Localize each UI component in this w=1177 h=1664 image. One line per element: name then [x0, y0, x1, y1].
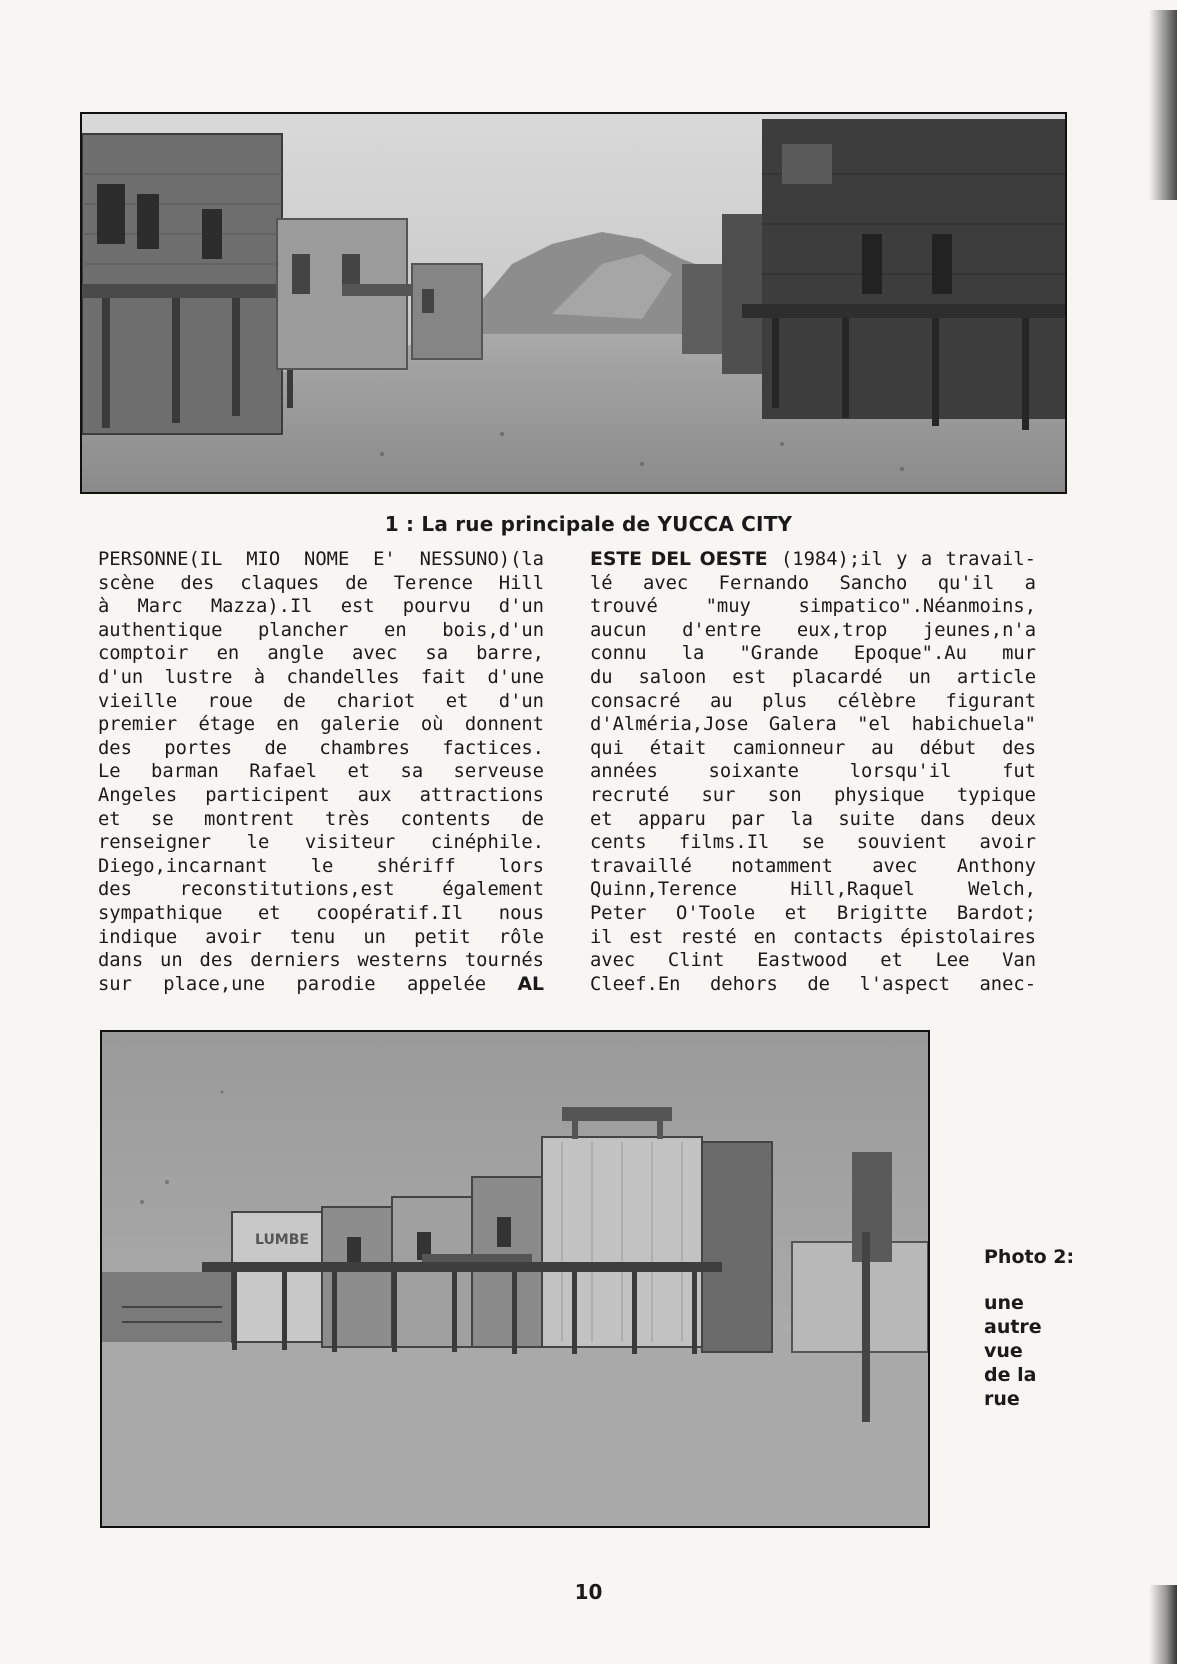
- text-line: qui était camionneur au début des: [590, 737, 1036, 759]
- scan-edge-shadow: [1149, 10, 1177, 200]
- caption-line: de la: [984, 1364, 1037, 1386]
- text-line: Angeles participent aux attractions: [98, 784, 544, 806]
- text-line: aucun d'entre eux,trop jeunes,n'a: [590, 619, 1036, 641]
- caption-line: autre: [984, 1316, 1042, 1338]
- text-line: des reconstitutions,est également: [98, 879, 544, 901]
- text-line-first: [590, 548, 1036, 572]
- text-line: lé avec Fernando Sancho qu'il a: [590, 572, 1036, 594]
- film-title-start: AL: [517, 973, 544, 995]
- text-line: authentique plancher en bois,d'un: [98, 619, 544, 641]
- text-fragment: sur place,une parodie appelée: [98, 973, 487, 995]
- street-view-illustration: [102, 1032, 928, 1526]
- article-left-column: [98, 548, 544, 996]
- text-line: Le barman Rafael et sa serveuse: [98, 761, 544, 783]
- photo-main-street: [80, 112, 1067, 494]
- text-line: comptoir en angle avec sa barre,: [98, 643, 544, 665]
- text-line: renseigner le visiteur cinéphile.: [98, 832, 544, 854]
- text-line: à Marc Mazza).Il est pourvu d'un: [98, 596, 544, 618]
- text-line: avec Clint Eastwood et Lee Van: [590, 950, 1036, 972]
- caption-line: rue: [984, 1388, 1020, 1410]
- text-fragment: (1984);il y a travail-: [767, 549, 1036, 570]
- text-line: dans un des derniers westerns tournés: [98, 950, 544, 972]
- text-line: sympathique et coopératif.Il nous: [98, 902, 544, 924]
- main-street-illustration: [82, 114, 1065, 492]
- photo2-caption-title: Photo 2:: [984, 1246, 1075, 1268]
- text-line: d'un lustre à chandelles fait d'une: [98, 666, 544, 688]
- text-line: Quinn,Terence Hill,Raquel Welch,: [590, 879, 1036, 901]
- text-line: il est resté en contacts épistolaires: [590, 926, 1036, 948]
- text-line: travaillé notamment avec Anthony: [590, 855, 1036, 877]
- text-line: PERSONNE(IL MIO NOME E' NESSUNO)(la: [98, 549, 544, 570]
- text-line: Cleef.En dehors de l'aspect anec-: [590, 973, 1036, 995]
- text-line: premier étage en galerie où donnent: [98, 714, 544, 736]
- text-line: d'Alméria,Jose Galera "el habichuela": [590, 714, 1036, 736]
- text-line: Diego,incarnant le shériff lors: [98, 855, 544, 877]
- text-line: vieille roue de chariot et d'un: [98, 690, 544, 712]
- text-line: des portes de chambres factices.: [98, 737, 544, 759]
- text-line-last: [98, 973, 544, 997]
- photo-street-view: [100, 1030, 930, 1528]
- article-right-column: [590, 548, 1036, 996]
- caption-line: une: [984, 1292, 1024, 1314]
- photo1-caption: 1 : La rue principale de YUCCA CITY: [384, 512, 793, 536]
- text-line: Peter O'Toole et Brigitte Bardot;: [590, 902, 1036, 924]
- photo2-caption-body: [984, 1291, 1042, 1411]
- text-line: cents films.Il se souvient avoir: [590, 832, 1036, 854]
- page-number: 10: [574, 1580, 603, 1604]
- film-title-end: ESTE DEL OESTE: [590, 549, 768, 570]
- text-line: scène des claques de Terence Hill: [98, 572, 544, 594]
- text-line: années soixante lorsqu'il fut: [590, 761, 1036, 783]
- text-line: du saloon est placardé un article: [590, 666, 1036, 688]
- text-line: indique avoir tenu un petit rôle: [98, 926, 544, 948]
- text-line: et apparu par la suite dans deux: [590, 808, 1036, 830]
- text-line: trouvé "muy simpatico".Néanmoins,: [590, 596, 1036, 618]
- text-line: et se montrent très contents de: [98, 808, 544, 830]
- text-line: recruté sur son physique typique: [590, 784, 1036, 806]
- scan-edge-shadow: [1149, 1585, 1177, 1664]
- text-line: consacré au plus célèbre figurant: [590, 690, 1036, 712]
- store-sign: LUMBE: [255, 1232, 309, 1248]
- text-line: connu la "Grande Epoque".Au mur: [590, 643, 1036, 665]
- caption-line: vue: [984, 1340, 1023, 1362]
